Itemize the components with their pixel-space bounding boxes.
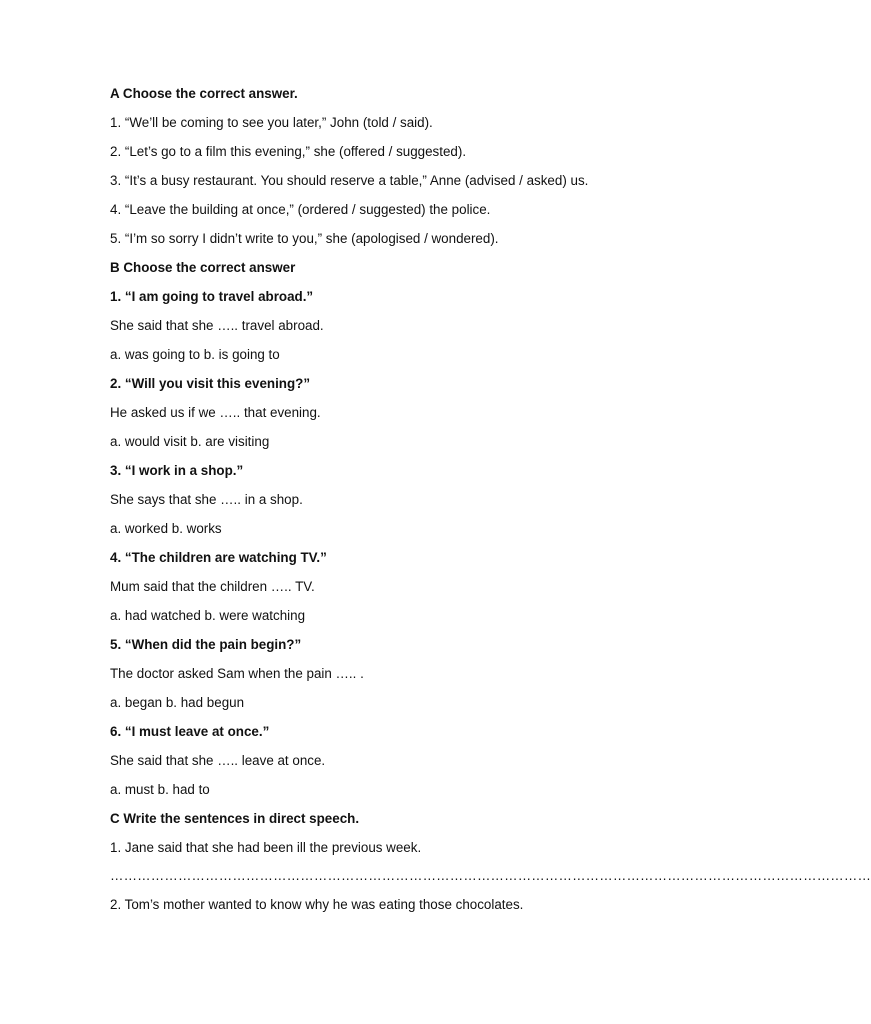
section-b-q1-prompt: 1. “I am going to travel abroad.” [110, 289, 314, 304]
section-c-item-1: 1. Jane said that she had been ill the previous week. [110, 840, 422, 855]
section-b-q2-prompt: 2. “Will you visit this evening?” [110, 376, 311, 391]
section-b-q6-options: a. must b. had to [110, 782, 210, 797]
section-a-item-3: 3. “It’s a busy restaurant. You should reserve a table,” Anne (advised / asked) us. [110, 173, 589, 188]
section-a-heading: A Choose the correct answer. [110, 86, 298, 101]
section-b-q1-sentence: She said that she ….. travel abroad. [110, 318, 324, 333]
section-b-q6-prompt: 6. “I must leave at once.” [110, 724, 270, 739]
section-b-q2-options: a. would visit b. are visiting [110, 434, 270, 449]
section-b-q1-options: a. was going to b. is going to [110, 347, 280, 362]
section-a-item-5: 5. “I’m so sorry I didn’t write to you,” she (apologised / wondered). [110, 231, 499, 246]
section-b-q6-sentence: She said that she ….. leave at once. [110, 753, 326, 768]
section-b-heading: B Choose the correct answer [110, 260, 296, 275]
section-c-heading: C Write the sentences in direct speech. [110, 811, 360, 826]
section-b-q3-options: a. worked b. works [110, 521, 222, 536]
section-a-item-2: 2. “Let’s go to a film this evening,” she (offered / suggested). [110, 144, 467, 159]
worksheet [110, 84, 871, 924]
section-b-q3-sentence: She says that she ….. in a shop. [110, 492, 303, 507]
section-a-item-1: 1. “We’ll be coming to see you later,” John (told / said). [110, 115, 433, 130]
section-b-q2-sentence: He asked us if we ….. that evening. [110, 405, 321, 420]
section-b-q3-prompt: 3. “I work in a shop.” [110, 463, 244, 478]
section-a-item-4: 4. “Leave the building at once,” (ordered / suggested) the police. [110, 202, 491, 217]
answer-line: …………………………………………………………………………………………………………………………………………………… [110, 868, 871, 883]
section-b-q5-options: a. began b. had begun [110, 695, 245, 710]
section-b-q4-options: a. had watched b. were watching [110, 608, 306, 623]
section-b-q5-sentence: The doctor asked Sam when the pain ….. . [110, 666, 364, 681]
section-b-q5-prompt: 5. “When did the pain begin?” [110, 637, 302, 652]
section-b-q4-sentence: Mum said that the children ….. TV. [110, 579, 315, 594]
section-c-item-2: 2. Tom’s mother wanted to know why he was eating those chocolates. [110, 897, 524, 912]
section-b-q4-prompt: 4. “The children are watching TV.” [110, 550, 327, 565]
